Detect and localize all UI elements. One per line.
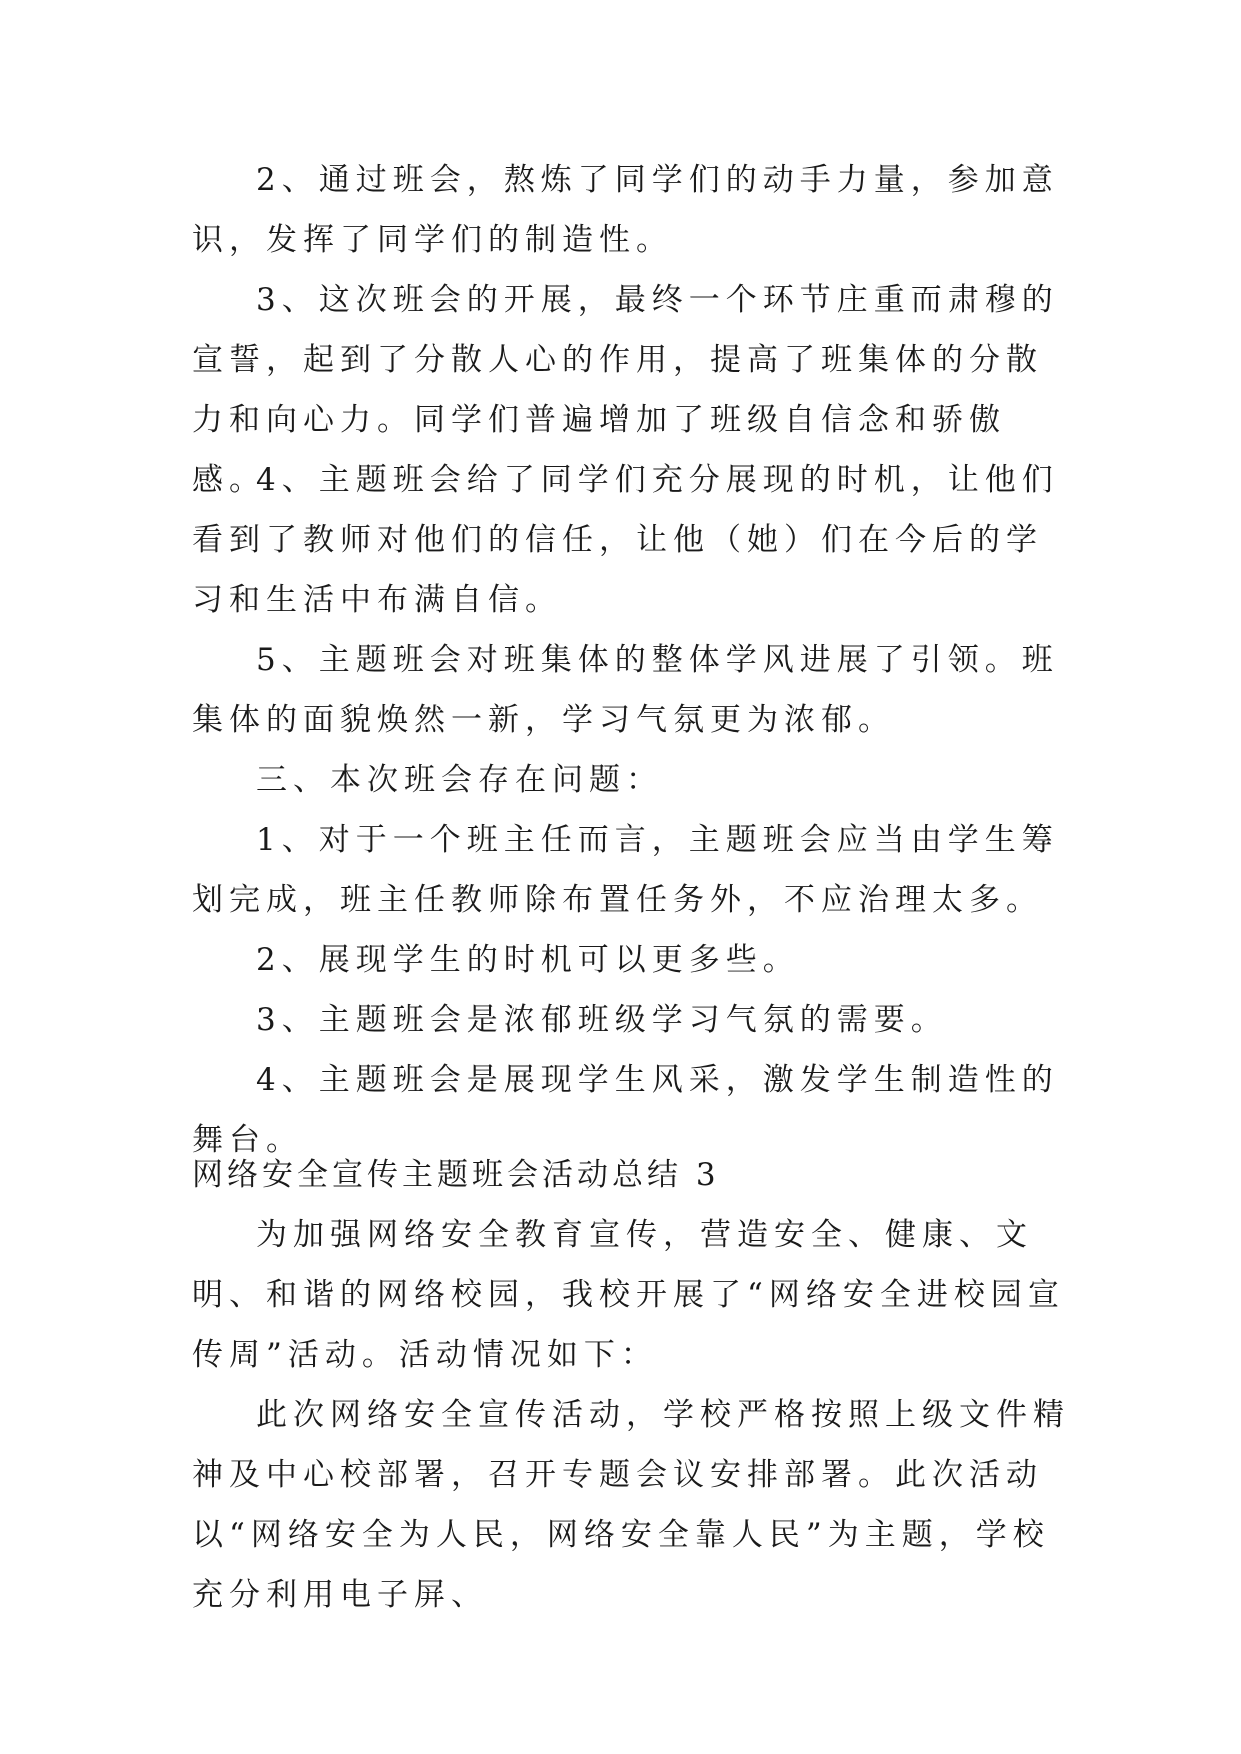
article-title: 网络安全宣传主题班会活动总结 3: [192, 1157, 720, 1193]
paragraph-point-2: 2、通过班会，熬炼了同学们的动手力量，参加意识，发挥了同学们的制造性。: [192, 162, 1059, 258]
article-paragraph-body: 此次网络安全宣传活动，学校严格按照上级文件精神及中心校部署，召开专题会议安排部署。此次活动以“网络安全为人民，网络安全靠人民”为主题，学校充分利用电子屏、: [192, 1397, 1070, 1613]
section-heading-problems: 三、本次班会存在问题：: [256, 762, 663, 798]
paragraph-point-4: 4、主题班会给了同学们充分展现的时机，让他们看到了教师对他们的信任，让他（她）们在今后的学习和生活中布满自信。: [192, 462, 1059, 618]
problem-item-2: 2、展现学生的时机可以更多些。: [256, 942, 800, 978]
article-paragraph-intro: 为加强网络安全教育宣传，营造安全、健康、文明、和谐的网络校园，我校开展了“网络安全进校园宣传周”活动。活动情况如下：: [192, 1217, 1065, 1373]
problem-item-4: 4、主题班会是展现学生风采，激发学生制造性的舞台。: [192, 1062, 1059, 1158]
paragraph-point-5: 5、主题班会对班集体的整体学风进展了引领。班集体的面貌焕然一新，学习气氛更为浓郁。: [192, 642, 1059, 738]
paragraph-point-3: 3、这次班会的开展，最终一个环节庄重而肃穆的宣誓，起到了分散人心的作用，提高了班集体的分散力和向心力。同学们普遍增加了班级自信念和骄傲感。: [192, 282, 1059, 498]
problem-item-3: 3、主题班会是浓郁班级学习气氛的需要。: [256, 1002, 948, 1038]
problem-item-1: 1、对于一个班主任而言，主题班会应当由学生筹划完成，班主任教师除布置任务外，不应治理太多。: [192, 822, 1059, 918]
